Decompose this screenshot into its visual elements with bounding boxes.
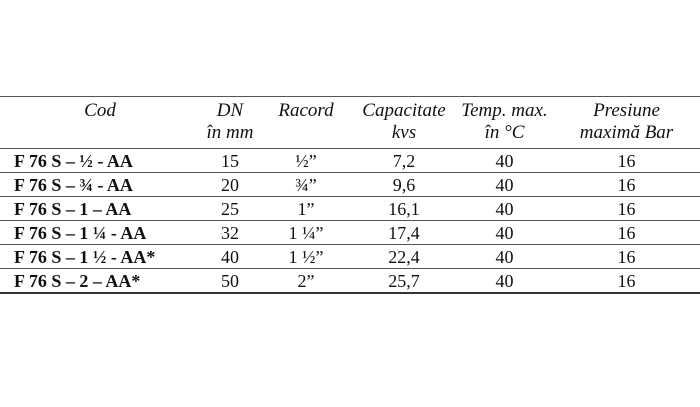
cell-presiune: 16 <box>553 197 700 221</box>
header-capacitate <box>352 97 456 149</box>
cell-racord: 1 ¼” <box>260 221 352 245</box>
cell-presiune: 16 <box>553 173 700 197</box>
header-presiune-line-2: maximă Bar <box>579 122 674 143</box>
spec-table <box>0 97 700 292</box>
table-row <box>0 245 700 269</box>
cell-racord: 2” <box>297 270 315 291</box>
header-presiune <box>553 97 700 149</box>
cell-cod: F 76 S – 1 ¼ - AA <box>0 221 200 245</box>
header-presiune-line-1: Presiune <box>593 100 660 121</box>
header-cod-line-1: Cod <box>84 100 116 121</box>
cell-dn: 40 <box>200 245 260 269</box>
cell-presiune: 16 <box>553 149 700 173</box>
cell-racord: 1” <box>260 197 352 221</box>
cell-dn: 20 <box>200 173 260 197</box>
cell-capacitate: 22,4 <box>352 245 456 269</box>
cell-temp: 40 <box>456 173 553 197</box>
cell-temp: 40 <box>456 149 553 173</box>
cell-capacitate: 9,6 <box>352 173 456 197</box>
cell-dn: 25 <box>200 197 260 221</box>
header-cod <box>0 97 200 149</box>
table-row <box>0 197 700 221</box>
cell-capacitate: 7,2 <box>352 149 456 173</box>
table-row <box>0 269 700 293</box>
header-temp-line-1: Temp. max. <box>461 100 548 121</box>
cell-racord: ¾” <box>260 173 352 197</box>
header-dn-line-2: în mm <box>206 122 254 143</box>
header-capacitate-line-2: kvs <box>391 122 417 143</box>
cell-temp: 40 <box>456 221 553 245</box>
header-dn <box>200 97 260 149</box>
header-capacitate-line-1: Capacitate <box>362 100 446 121</box>
cell-dn: 32 <box>200 221 260 245</box>
header-temp-line-2: în °C <box>484 122 525 143</box>
cell-presiune: 16 <box>553 221 700 245</box>
cell-racord: 1 ½” <box>260 245 352 269</box>
cell-cod: F 76 S – 1 ½ - AA* <box>0 245 200 269</box>
spec-table-container <box>0 96 700 294</box>
table-row <box>0 173 700 197</box>
cell-temp: 40 <box>456 245 553 269</box>
header-racord <box>260 97 352 149</box>
header-temp <box>456 97 553 149</box>
header-row <box>0 97 700 149</box>
table-row <box>0 221 700 245</box>
cell-presiune: 16 <box>553 245 700 269</box>
cell-temp: 40 <box>495 270 514 291</box>
cell-capacitate: 16,1 <box>352 197 456 221</box>
header-cod-line-2 <box>0 122 200 144</box>
cell-cod: F 76 S – 1 – AA <box>0 197 200 221</box>
table-bottom-rule <box>0 292 700 294</box>
cell-cod: F 76 S – ¾ - AA <box>0 173 200 197</box>
cell-capacitate: 17,4 <box>352 221 456 245</box>
cell-dn: 15 <box>200 149 260 173</box>
cell-presiune: 16 <box>617 270 636 291</box>
table-header <box>0 97 700 149</box>
header-dn-line-1: DN <box>216 100 244 121</box>
header-racord-line-1: Racord <box>278 100 334 121</box>
table-body <box>0 149 700 293</box>
cell-cod: F 76 S – 2 – AA* <box>14 270 141 291</box>
cell-racord: ½” <box>260 149 352 173</box>
cell-cod: F 76 S – ½ - AA <box>0 149 200 173</box>
cell-temp: 40 <box>456 197 553 221</box>
header-racord-line-2 <box>260 122 352 144</box>
table-row <box>0 149 700 173</box>
cell-dn: 50 <box>221 270 239 291</box>
cell-capacitate: 25,7 <box>388 270 420 291</box>
